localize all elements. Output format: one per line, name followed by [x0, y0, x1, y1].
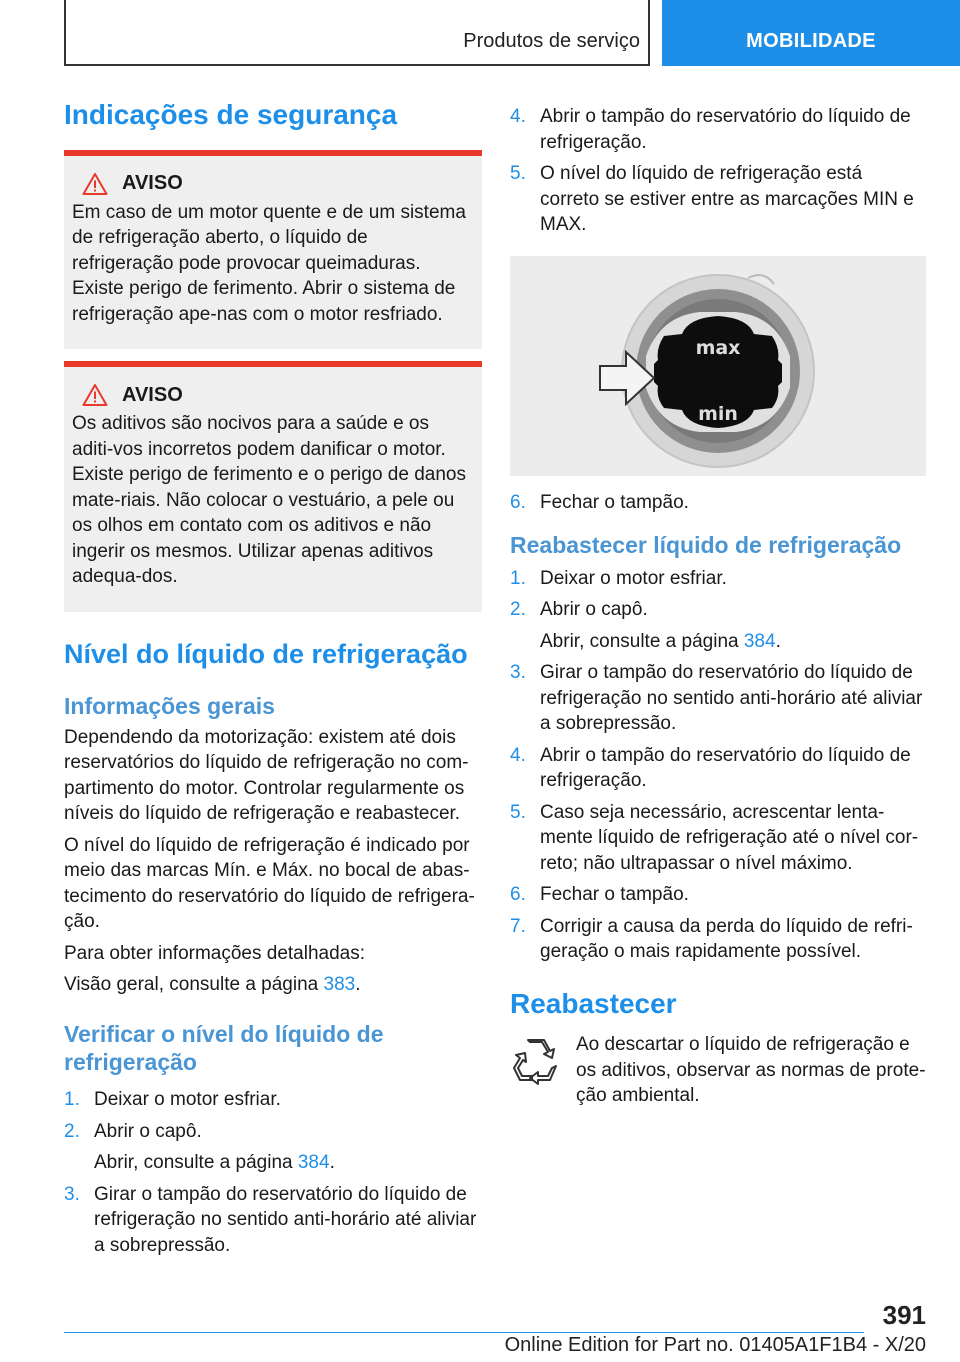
paragraph: Dependendo da motorização: existem até dois reservatórios do líquido de refrigeração no com-partimento do motor. Controlar regularmente os níveis do líquido de refrigeração e reabastecer.: [64, 726, 469, 825]
step-list: [510, 490, 926, 516]
max-marking: max: [695, 336, 741, 359]
list-item: 5. Caso seja necessário, acrescentar lenta-mente líquido de refrigeração até o nível cor-reto; não ultrapassar o nível máximo.: [510, 801, 919, 874]
list-item: 1. Deixar o motor esfriar.: [510, 567, 727, 589]
list-item: 6. Fechar o tampão.: [510, 491, 689, 513]
paragraph: Para obter informações detalhadas:: [64, 942, 366, 964]
page-link[interactable]: 384: [743, 630, 776, 652]
list-item: 4. Abrir o tampão do reservatório do líquido de refrigeração.: [510, 744, 911, 792]
heading-refill: Reabastecer: [510, 987, 677, 1019]
subheading-check-level: Verificar o nível do líquido de refrigeração: [64, 1020, 384, 1076]
list-item: 3. Girar o tampão do reservatório do líquido de refrigeração no sentido anti-horário até aliviar a sobrepressão.: [64, 1183, 477, 1256]
step-sub-reference: Abrir, consulte a página 384.: [540, 630, 781, 652]
list-item: 2. Abrir o capô.: [510, 599, 648, 621]
subheading-refill-coolant: Reabastecer líquido de refrigeração: [510, 532, 902, 558]
footer-divider: [64, 1332, 864, 1333]
warning-text: Em caso de um motor quente e de um sistema de refrigeração aberto, o líquido de refrigeração pode provocar queimaduras. Existe perigo de ferimento. Abrir o sistema de refrigeração ape-nas com o motor resfriado.: [72, 201, 466, 325]
page-header: [64, 0, 960, 66]
coolant-cap-illustration: [510, 256, 926, 476]
step-list: [510, 660, 926, 965]
page-link[interactable]: 384: [297, 1152, 330, 1174]
list-item: 1. Deixar o motor esfriar.: [64, 1089, 281, 1111]
recycle-icon: [510, 1036, 562, 1088]
list-item: 2. Abrir o capô.: [64, 1120, 202, 1142]
warning-triangle-icon: [82, 172, 108, 196]
step-sub-reference: Abrir, consulte a página 384.: [94, 1152, 335, 1174]
paragraph: O nível do líquido de refrigeração é indicado por meio das marcas Mín. e Máx. no bocal de abas-tecimento do reservatório do líquido de refrigera-ção.: [64, 834, 475, 933]
page-link[interactable]: 383: [323, 974, 356, 996]
warning-triangle-icon: [82, 383, 108, 407]
chapter-tab[interactable]: MOBILIDADE: [662, 0, 960, 66]
list-item: 3. Girar o tampão do reservatório do líquido de refrigeração no sentido anti-horário até aliviar a sobrepressão.: [510, 662, 923, 735]
left-column: [64, 98, 482, 1264]
paragraph: Ao descartar o líquido de refrigeração e os aditivos, observar as normas de prote-ção ambiental.: [576, 1034, 926, 1107]
right-column: [510, 104, 926, 1109]
step-list: [64, 1087, 482, 1144]
step-list: [510, 566, 926, 623]
list-item: 5. O nível do líquido de refrigeração está correto se estiver entre as marcações MIN e MAX.: [510, 163, 914, 235]
section-title: Produtos de serviço: [463, 30, 640, 52]
warning-label: AVISO: [122, 383, 183, 406]
step-list: [510, 104, 926, 238]
warning-box-1: [64, 150, 482, 350]
heading-coolant-level: Nível do líquido de refrigeração: [64, 638, 468, 669]
heading-safety: Indicações de segurança: [64, 99, 398, 130]
step-list: [64, 1182, 482, 1259]
paragraph-reference: Visão geral, consulte a página 383.: [64, 974, 361, 996]
warning-label: AVISO: [122, 172, 183, 195]
list-item: 6. Fechar o tampão.: [510, 884, 689, 906]
list-item: 4. Abrir o tampão do reservatório do líquido de refrigeração.: [510, 106, 911, 153]
min-marking: min: [698, 402, 738, 425]
edition-note: Online Edition for Part no. 01405A1F1B4 - X/20: [504, 1334, 926, 1356]
page-number: 391: [882, 1300, 926, 1330]
warning-text: Os aditivos são nocivos para a saúde e os aditi-vos incorretos podem danificar o motor. Existe perigo de ferimento e o perigo de danos mate-riais. Não colocar o vestuário, a pele ou os olhos em contato com os aditivos e não ingerir os mesmos. Utilizar apenas aditivos adequa-dos.: [72, 413, 466, 588]
coolant-cap-figure: [510, 256, 926, 476]
environment-note: [510, 1032, 926, 1109]
list-item: 7. Corrigir a causa da perda do líquido de refri-geração o mais rapidamente possível.: [510, 915, 913, 963]
subheading-general-info: Informações gerais: [64, 692, 275, 719]
warning-box-2: [64, 361, 482, 612]
